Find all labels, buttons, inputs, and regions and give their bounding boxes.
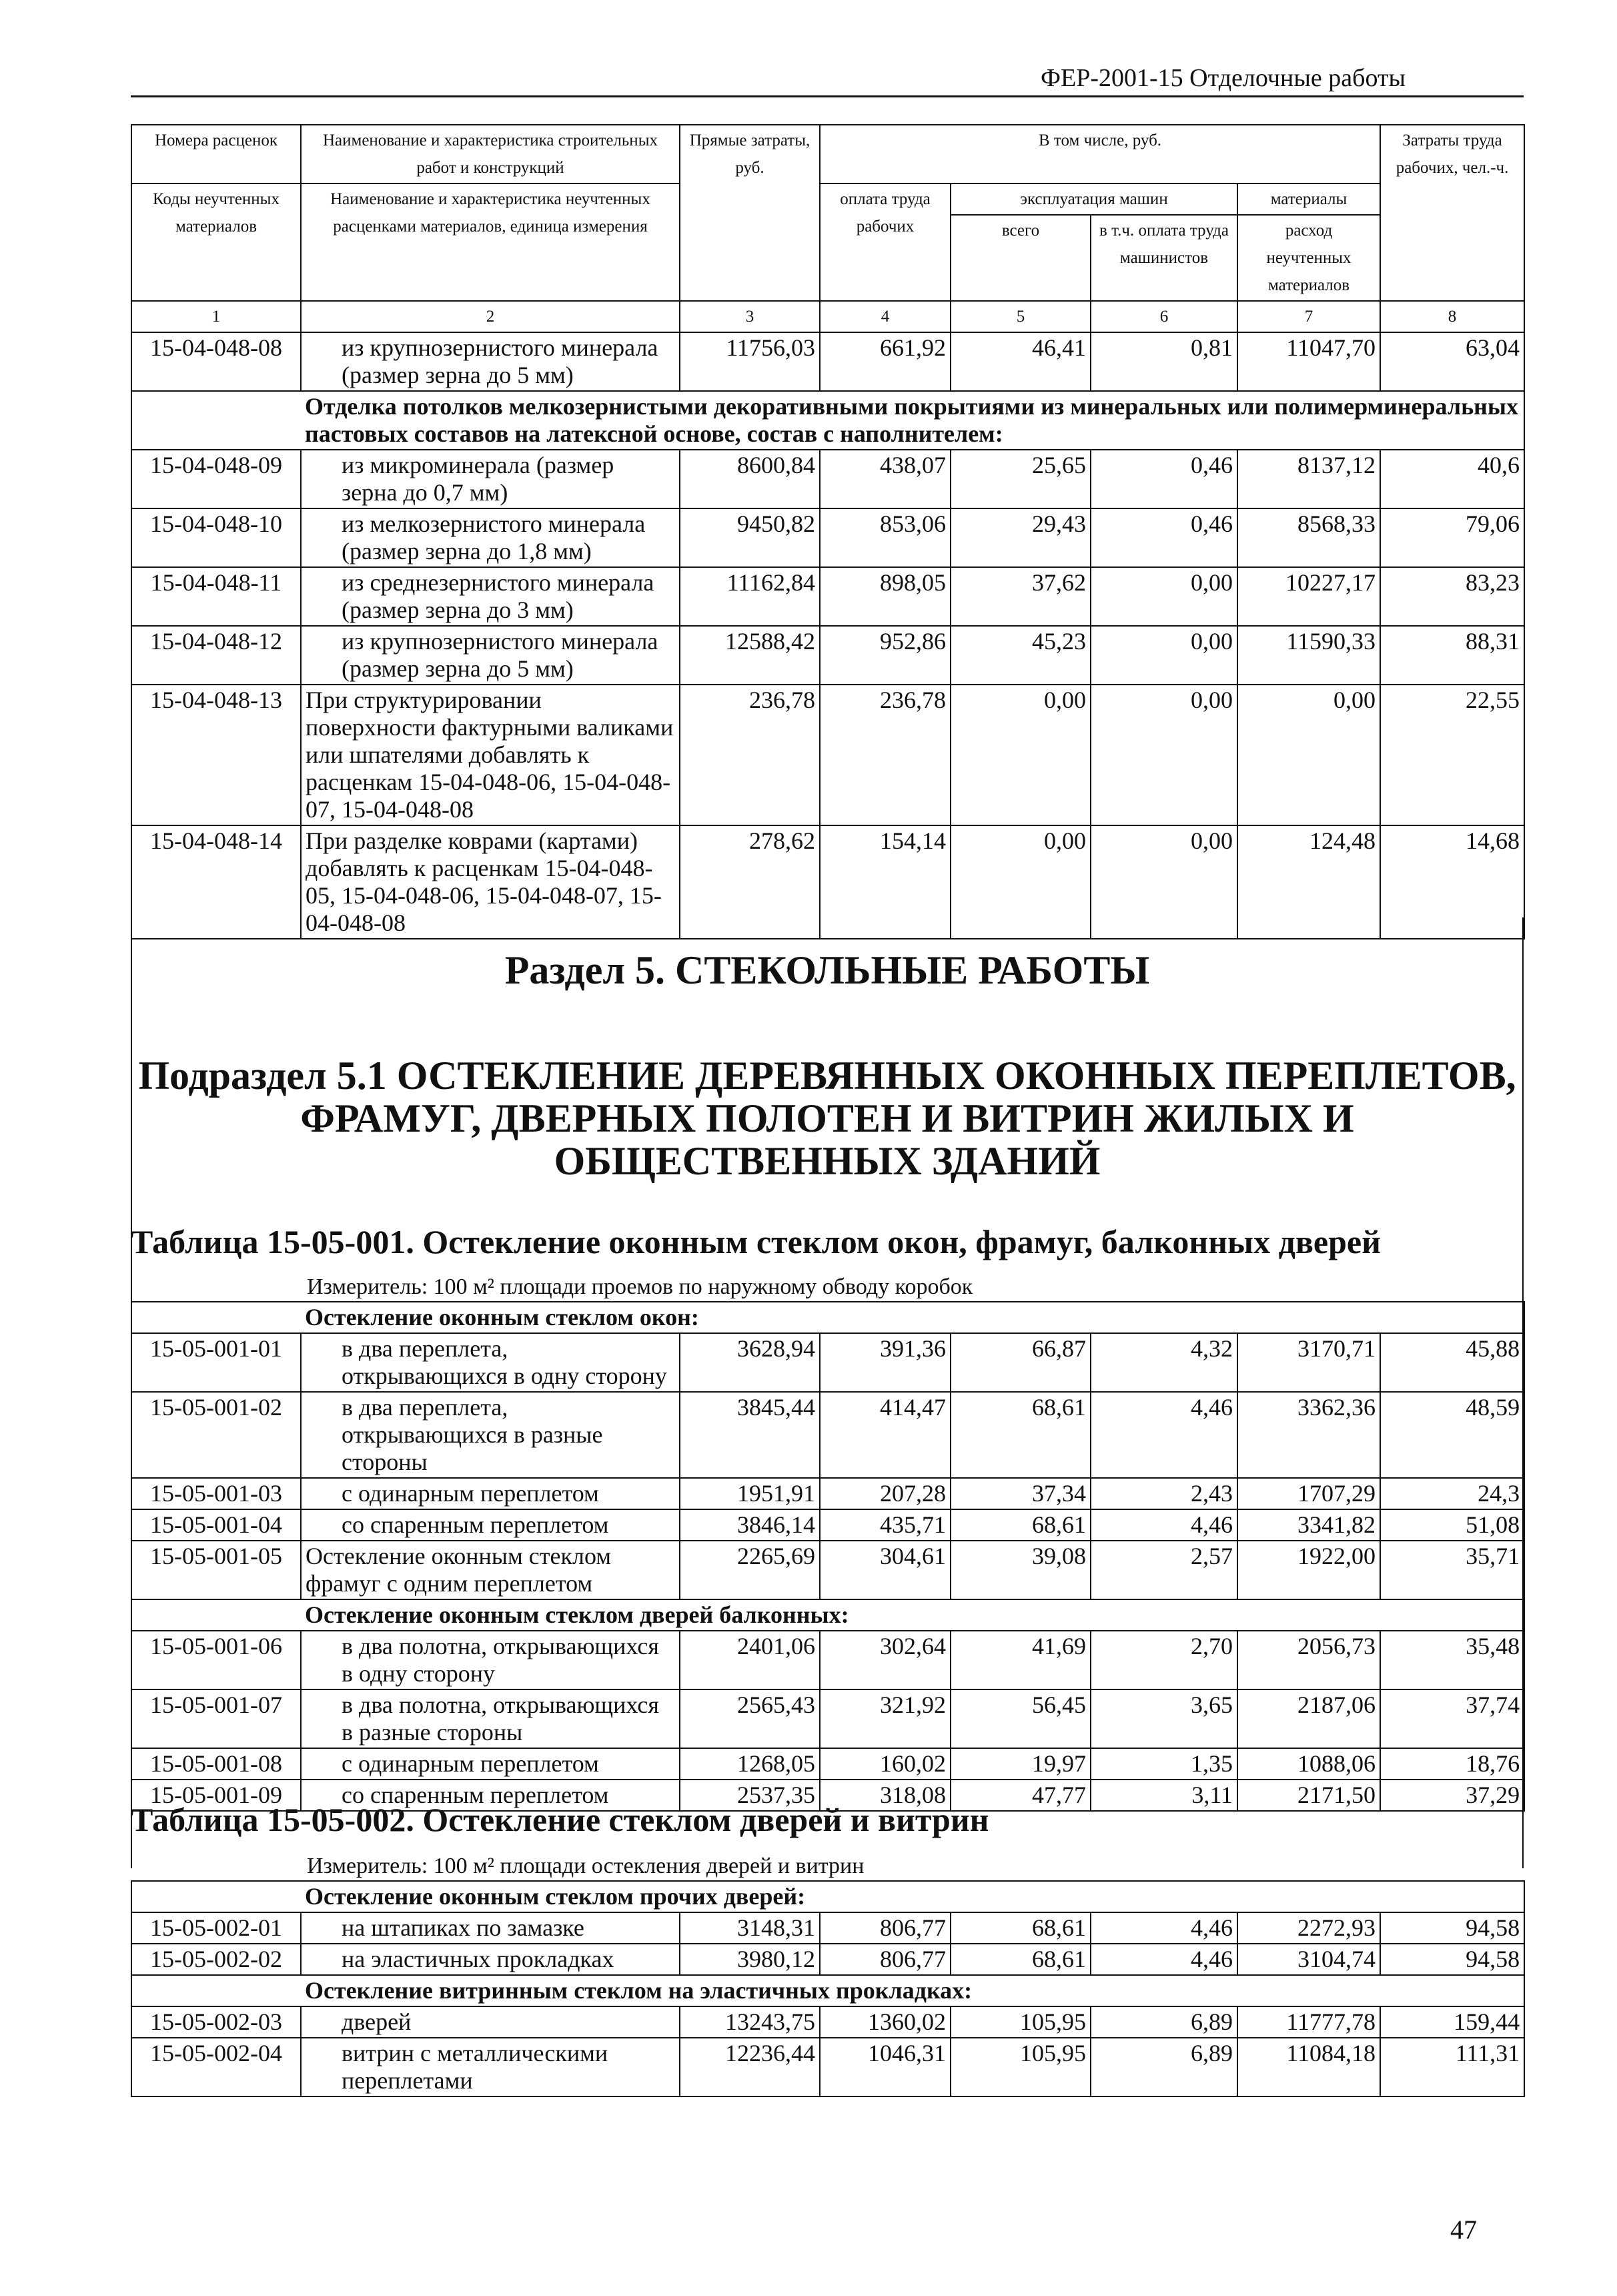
- rate-name: При разделке коврами (картами) добавлять к расценкам 15-04-048-05, 15-04-048-06, 15-04-048-07, 15-04-048-08: [301, 825, 680, 939]
- rate-name: из среднезернистого минерала (размер зерна до 3 мм): [301, 567, 680, 626]
- rate-value: 952,86: [820, 626, 951, 685]
- rate-value: 0,81: [1091, 332, 1237, 391]
- rate-value: 3846,14: [680, 1509, 820, 1541]
- table-row: [131, 626, 1524, 685]
- rates-table-top: [131, 124, 1525, 939]
- rate-value: 3170,71: [1237, 1333, 1380, 1392]
- col-header-code-bottom: Коды неучтенных материалов: [131, 183, 301, 301]
- rate-value: 48,59: [1380, 1392, 1524, 1478]
- col-header-machines-total: всего: [951, 215, 1091, 301]
- table2-title: Таблица 15-05-002. Остекление стеклом дверей и витрин: [131, 1801, 989, 1838]
- rate-value: 159,44: [1380, 2006, 1524, 2038]
- group-spacer: [131, 391, 301, 450]
- rate-value: 853,06: [820, 508, 951, 567]
- rate-value: 898,05: [820, 567, 951, 626]
- rate-name: дверей: [301, 2006, 680, 2038]
- column-number: 8: [1380, 301, 1524, 332]
- table-row: [131, 2038, 1524, 2096]
- table-row: [131, 1333, 1524, 1392]
- rate-value: 3148,31: [680, 1912, 820, 1944]
- col-header-materials: материалы: [1237, 183, 1380, 215]
- rate-value: 3104,74: [1237, 1944, 1380, 1975]
- rate-value: 2565,43: [680, 1689, 820, 1748]
- rate-value: 25,65: [951, 450, 1091, 508]
- rate-value: 321,92: [820, 1689, 951, 1748]
- rate-value: 3980,12: [680, 1944, 820, 1975]
- rate-value: 47,77: [951, 1780, 1091, 1811]
- table-row: [131, 685, 1524, 825]
- rate-value: 806,77: [820, 1912, 951, 1944]
- rate-value: 68,61: [951, 1509, 1091, 1541]
- rate-value: 0,46: [1091, 508, 1237, 567]
- rate-value: 24,3: [1380, 1478, 1524, 1509]
- rate-name: со спаренным переплетом: [301, 1509, 680, 1541]
- rate-value: 79,06: [1380, 508, 1524, 567]
- rate-name: витрин с металлическими переплетами: [301, 2038, 680, 2096]
- rate-value: 8600,84: [680, 450, 820, 508]
- rate-value: 207,28: [820, 1478, 951, 1509]
- col-header-name: Наименование и характеристика строительных работ и конструкций: [301, 125, 680, 183]
- rate-value: 19,97: [951, 1748, 1091, 1780]
- rate-code: 15-04-048-14: [131, 825, 301, 939]
- rate-value: 0,00: [951, 685, 1091, 825]
- rate-value: 56,45: [951, 1689, 1091, 1748]
- rate-value: 2272,93: [1237, 1912, 1380, 1944]
- group-title: Остекление витринным стеклом на эластичных прокладках:: [301, 1975, 1524, 2006]
- rate-value: 41,69: [951, 1631, 1091, 1689]
- rate-rows-block1: [131, 332, 1524, 391]
- table2: [131, 1880, 1525, 2097]
- rate-value: 1268,05: [680, 1748, 820, 1780]
- rate-name: из мелкозернистого минерала (размер зерна до 1,8 мм): [301, 508, 680, 567]
- rate-name: в два переплета, открывающихся в разные стороны: [301, 1392, 680, 1478]
- col-header-name-bottom: Наименование и характеристика неучтенных расценками материалов, единица измерения: [301, 183, 680, 301]
- rate-name: со спаренным переплетом: [301, 1780, 680, 1811]
- rate-value: 51,08: [1380, 1509, 1524, 1541]
- table-row: [131, 1748, 1524, 1780]
- rate-value: 2,57: [1091, 1541, 1237, 1599]
- rate-code: 15-05-001-02: [131, 1392, 301, 1478]
- header-rule: [131, 95, 1524, 97]
- rate-value: 22,55: [1380, 685, 1524, 825]
- column-number: 3: [680, 301, 820, 332]
- rate-code: 15-05-001-01: [131, 1333, 301, 1392]
- rate-value: 9450,82: [680, 508, 820, 567]
- rate-value: 3341,82: [1237, 1509, 1380, 1541]
- table-row: [131, 1912, 1524, 1944]
- column-number: 7: [1237, 301, 1380, 332]
- rate-code: 15-05-002-01: [131, 1912, 301, 1944]
- table-row: [131, 1689, 1524, 1748]
- group-spacer: [131, 1881, 301, 1912]
- rate-value: 160,02: [820, 1748, 951, 1780]
- rate-code: 15-04-048-09: [131, 450, 301, 508]
- rate-value: 806,77: [820, 1944, 951, 1975]
- table2-measure: Измеритель: 100 м² площади остекления дверей и витрин: [307, 1854, 865, 1878]
- rate-value: 0,00: [1091, 825, 1237, 939]
- rate-value: 40,6: [1380, 450, 1524, 508]
- table1: [131, 1301, 1525, 1812]
- rate-code: 15-05-002-03: [131, 2006, 301, 2038]
- rate-value: 4,46: [1091, 1392, 1237, 1478]
- column-number: 2: [301, 301, 680, 332]
- col-header-materials-sub: расход неучтенных материалов: [1237, 215, 1380, 301]
- rate-value: 45,88: [1380, 1333, 1524, 1392]
- subsection-line-3: ОБЩЕСТВЕННЫХ ЗДАНИЙ: [554, 1139, 1101, 1183]
- rate-value: 63,04: [1380, 332, 1524, 391]
- rate-value: 0,00: [1091, 567, 1237, 626]
- table-row: [131, 567, 1524, 626]
- rate-value: 302,64: [820, 1631, 951, 1689]
- rate-code: 15-05-001-03: [131, 1478, 301, 1509]
- rate-value: 1951,91: [680, 1478, 820, 1509]
- rate-value: 0,00: [1091, 685, 1237, 825]
- rate-value: 304,61: [820, 1541, 951, 1599]
- rate-value: 37,62: [951, 567, 1091, 626]
- table-row: [131, 1944, 1524, 1975]
- rate-name: в два переплета, открывающихся в одну сторону: [301, 1333, 680, 1392]
- rate-name: на эластичных прокладках: [301, 1944, 680, 1975]
- rate-name: на штапиках по замазке: [301, 1912, 680, 1944]
- col-header-direct: Прямые затраты, руб.: [680, 125, 820, 301]
- rate-code: 15-04-048-10: [131, 508, 301, 567]
- rate-value: 35,71: [1380, 1541, 1524, 1599]
- rate-name: При структурировании поверхности фактурными валиками или шпателями добавлять к расценкам 15-04-048-06, 15-04-048-07, 15-04-048-08: [301, 685, 680, 825]
- rate-name: Остекление оконным стеклом фрамуг с одним переплетом: [301, 1541, 680, 1599]
- table1-title: Таблица 15-05-001. Остекление оконным стеклом окон, фрамуг, балконных дверей: [131, 1223, 1381, 1260]
- group-spacer: [131, 1302, 301, 1333]
- rate-code: 15-04-048-12: [131, 626, 301, 685]
- table1-rows-a: [131, 1333, 1524, 1599]
- rate-value: 11756,03: [680, 332, 820, 391]
- rate-value: 2171,50: [1237, 1780, 1380, 1811]
- rate-value: 11590,33: [1237, 626, 1380, 685]
- group-title: Остекление оконным стеклом окон:: [301, 1302, 1524, 1333]
- rate-value: 68,61: [951, 1912, 1091, 1944]
- subsection-title: [131, 1054, 1524, 1182]
- rate-value: 661,92: [820, 332, 951, 391]
- rate-name: из микроминерала (размер зерна до 0,7 мм): [301, 450, 680, 508]
- rate-value: 11084,18: [1237, 2038, 1380, 2096]
- rate-value: 6,89: [1091, 2038, 1237, 2096]
- rate-value: 4,46: [1091, 1509, 1237, 1541]
- column-number: 5: [951, 301, 1091, 332]
- rate-value: 12236,44: [680, 2038, 820, 2096]
- table2-rows-a: [131, 1912, 1524, 1975]
- rate-value: 154,14: [820, 825, 951, 939]
- table-row: [131, 508, 1524, 567]
- rate-code: 15-05-001-05: [131, 1541, 301, 1599]
- rate-value: 391,36: [820, 1333, 951, 1392]
- rate-code: 15-04-048-11: [131, 567, 301, 626]
- rate-value: 11777,78: [1237, 2006, 1380, 2038]
- rate-code: 15-04-048-08: [131, 332, 301, 391]
- group-title: Отделка потолков мелкозернистыми декоративными покрытиями из минеральных или полимерминеральных пастовых составов на латексной основе, состав с наполнителем:: [301, 391, 1524, 450]
- subsection-line-1: Подраздел 5.1 ОСТЕКЛЕНИЕ ДЕРЕВЯННЫХ ОКОННЫХ ПЕРЕПЛЕТОВ,: [138, 1054, 1516, 1098]
- rate-value: 46,41: [951, 332, 1091, 391]
- rate-value: 4,46: [1091, 1944, 1237, 1975]
- table-row: [131, 1392, 1524, 1478]
- rate-value: 278,62: [680, 825, 820, 939]
- rate-rows-block2: [131, 450, 1524, 939]
- rate-code: 15-05-002-02: [131, 1944, 301, 1975]
- rate-value: 414,47: [820, 1392, 951, 1478]
- table-row: [131, 2006, 1524, 2038]
- rate-value: 124,48: [1237, 825, 1380, 939]
- table1-rows-b: [131, 1631, 1524, 1811]
- col-header-machines: эксплуатация машин: [951, 183, 1237, 215]
- rate-value: 8568,33: [1237, 508, 1380, 567]
- group-title: Остекление оконным стеклом прочих дверей:: [301, 1881, 1524, 1912]
- rate-value: 10227,17: [1237, 567, 1380, 626]
- col-header-incl: В том числе, руб.: [820, 125, 1380, 183]
- table-row: [131, 1541, 1524, 1599]
- rate-value: 35,48: [1380, 1631, 1524, 1689]
- table-row: [131, 332, 1524, 391]
- rate-value: 1,35: [1091, 1748, 1237, 1780]
- rate-name: в два полотна, открывающихся в одну сторону: [301, 1631, 680, 1689]
- table-row: [131, 1478, 1524, 1509]
- rate-code: 15-05-001-06: [131, 1631, 301, 1689]
- rate-name: в два полотна, открывающихся в разные стороны: [301, 1689, 680, 1748]
- rate-value: 18,76: [1380, 1748, 1524, 1780]
- rate-value: 438,07: [820, 450, 951, 508]
- rate-value: 94,58: [1380, 1944, 1524, 1975]
- rate-value: 2,43: [1091, 1478, 1237, 1509]
- rate-value: 105,95: [951, 2006, 1091, 2038]
- rate-value: 88,31: [1380, 626, 1524, 685]
- rate-value: 14,68: [1380, 825, 1524, 939]
- rate-value: 1046,31: [820, 2038, 951, 2096]
- column-number: 4: [820, 301, 951, 332]
- rate-value: 2,70: [1091, 1631, 1237, 1689]
- rate-value: 45,23: [951, 626, 1091, 685]
- column-number: 1: [131, 301, 301, 332]
- rate-value: 0,00: [1237, 685, 1380, 825]
- rate-value: 435,71: [820, 1509, 951, 1541]
- rate-value: 37,74: [1380, 1689, 1524, 1748]
- rate-value: 83,23: [1380, 567, 1524, 626]
- rate-value: 2187,06: [1237, 1689, 1380, 1748]
- rate-value: 318,08: [820, 1780, 951, 1811]
- rate-value: 37,29: [1380, 1780, 1524, 1811]
- table-row: [131, 450, 1524, 508]
- rate-value: 68,61: [951, 1392, 1091, 1478]
- rate-name: с одинарным переплетом: [301, 1748, 680, 1780]
- table-row: [131, 1631, 1524, 1689]
- rate-value: 1360,02: [820, 2006, 951, 2038]
- col-header-code: Номера расценок: [131, 125, 301, 183]
- rate-value: 8137,12: [1237, 450, 1380, 508]
- rate-value: 3628,94: [680, 1333, 820, 1392]
- rate-value: 0,46: [1091, 450, 1237, 508]
- rate-value: 4,46: [1091, 1912, 1237, 1944]
- rate-name: из крупнозернистого минерала (размер зерна до 5 мм): [301, 332, 680, 391]
- table2-rows-b: [131, 2006, 1524, 2096]
- rate-value: 6,89: [1091, 2006, 1237, 2038]
- rate-value: 94,58: [1380, 1912, 1524, 1944]
- rate-value: 13243,75: [680, 2006, 820, 2038]
- rate-value: 2056,73: [1237, 1631, 1380, 1689]
- rate-value: 3,11: [1091, 1780, 1237, 1811]
- column-numbers-row: [131, 301, 1524, 332]
- group-spacer: [131, 1599, 301, 1631]
- rate-value: 1088,06: [1237, 1748, 1380, 1780]
- subsection-line-2: ФРАМУГ, ДВЕРНЫХ ПОЛОТЕН И ВИТРИН ЖИЛЫХ И: [300, 1096, 1354, 1140]
- rate-code: 15-05-001-08: [131, 1748, 301, 1780]
- rate-code: 15-04-048-13: [131, 685, 301, 825]
- rate-value: 236,78: [820, 685, 951, 825]
- rate-value: 68,61: [951, 1944, 1091, 1975]
- rate-value: 29,43: [951, 508, 1091, 567]
- rate-value: 11162,84: [680, 567, 820, 626]
- rate-value: 3,65: [1091, 1689, 1237, 1748]
- rate-value: 66,87: [951, 1333, 1091, 1392]
- group-title: Остекление оконным стеклом дверей балконных:: [301, 1599, 1524, 1631]
- col-header-labor: Затраты труда рабочих, чел.-ч.: [1380, 125, 1524, 301]
- rate-value: 1707,29: [1237, 1478, 1380, 1509]
- rate-value: 11047,70: [1237, 332, 1380, 391]
- running-header: ФЕР-2001-15 Отделочные работы: [1041, 64, 1406, 92]
- rate-code: 15-05-001-09: [131, 1780, 301, 1811]
- rate-value: 236,78: [680, 685, 820, 825]
- rate-value: 4,32: [1091, 1333, 1237, 1392]
- rate-code: 15-05-001-04: [131, 1509, 301, 1541]
- rate-value: 111,31: [1380, 2038, 1524, 2096]
- rate-name: из крупнозернистого минерала (размер зерна до 5 мм): [301, 626, 680, 685]
- table-row: [131, 1509, 1524, 1541]
- col-header-machines-labor: в т.ч. оплата труда машинистов: [1091, 215, 1237, 301]
- rate-code: 15-05-001-07: [131, 1689, 301, 1748]
- rate-value: 0,00: [951, 825, 1091, 939]
- rate-value: 12588,42: [680, 626, 820, 685]
- rate-value: 2537,35: [680, 1780, 820, 1811]
- rate-value: 0,00: [1091, 626, 1237, 685]
- rate-value: 2401,06: [680, 1631, 820, 1689]
- group-spacer: [131, 1975, 301, 2006]
- col-header-labor-pay: оплата труда рабочих: [820, 183, 951, 301]
- rate-value: 39,08: [951, 1541, 1091, 1599]
- rate-value: 3845,44: [680, 1392, 820, 1478]
- rate-value: 2265,69: [680, 1541, 820, 1599]
- page-number: 47: [1450, 2215, 1477, 2245]
- rate-value: 105,95: [951, 2038, 1091, 2096]
- rate-value: 37,34: [951, 1478, 1091, 1509]
- column-number: 6: [1091, 301, 1237, 332]
- rate-name: с одинарным переплетом: [301, 1478, 680, 1509]
- section-title: Раздел 5. СТЕКОЛЬНЫЕ РАБОТЫ: [504, 948, 1150, 992]
- rate-value: 3362,36: [1237, 1392, 1380, 1478]
- rate-code: 15-05-002-04: [131, 2038, 301, 2096]
- rate-value: 1922,00: [1237, 1541, 1380, 1599]
- table1-measure: Измеритель: 100 м² площади проемов по наружному обводу коробок: [307, 1274, 973, 1299]
